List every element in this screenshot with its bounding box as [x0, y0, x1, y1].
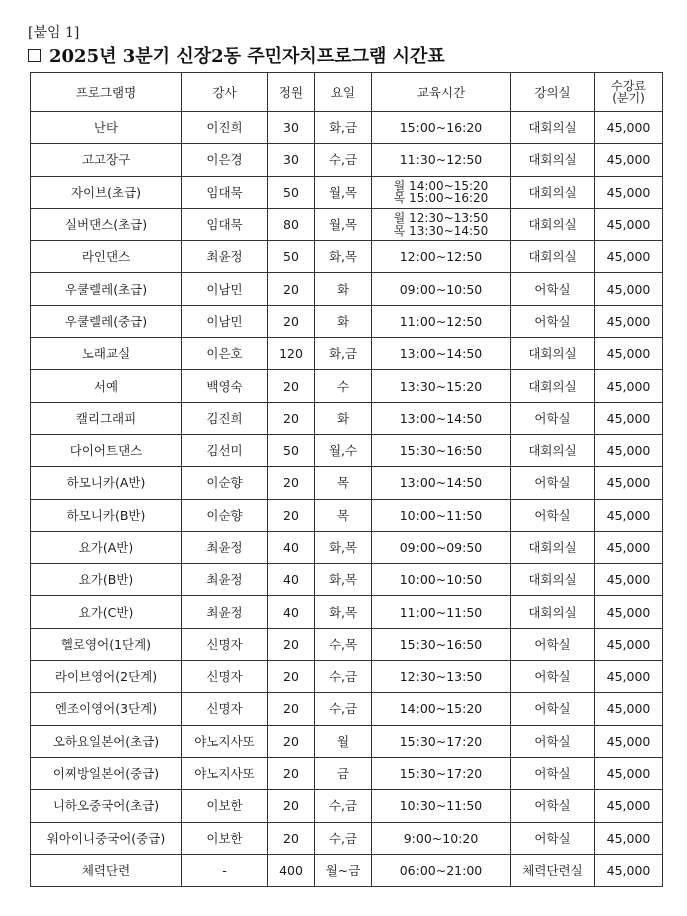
- fee-cell: 45,000: [595, 338, 663, 370]
- time-cell: 10:00~11:50: [372, 499, 511, 531]
- header-program: 프로그램명: [31, 73, 182, 112]
- program-name-cell: 서예: [31, 370, 182, 402]
- table-row: [31, 305, 663, 337]
- table-row: [31, 693, 663, 725]
- day-cell: 수,금: [315, 822, 372, 854]
- capacity-cell: 80: [268, 208, 315, 240]
- instructor-cell: 백영숙: [182, 370, 268, 402]
- time-cell: 13:30~15:20: [372, 370, 511, 402]
- table-row: [31, 402, 663, 434]
- instructor-cell: 이보한: [182, 822, 268, 854]
- instructor-cell: 이은호: [182, 338, 268, 370]
- program-name-cell: 자이브(초급): [31, 176, 182, 208]
- program-name-cell: 노래교실: [31, 338, 182, 370]
- instructor-cell: 임대묵: [182, 208, 268, 240]
- time-cell: 13:00~14:50: [372, 467, 511, 499]
- day-cell: 수,금: [315, 693, 372, 725]
- table-row: [31, 208, 663, 240]
- day-cell: 화: [315, 305, 372, 337]
- day-cell: 수,금: [315, 661, 372, 693]
- program-name-cell: 이찌방일본어(중급): [31, 757, 182, 789]
- program-name-cell: 워아이니중국어(중급): [31, 822, 182, 854]
- time-cell: 10:30~11:50: [372, 790, 511, 822]
- capacity-cell: 40: [268, 564, 315, 596]
- program-name-cell: 라인댄스: [31, 241, 182, 273]
- table-row: [31, 725, 663, 757]
- capacity-cell: 20: [268, 402, 315, 434]
- day-cell: 수,금: [315, 790, 372, 822]
- room-cell: 대회의실: [511, 370, 595, 402]
- fee-cell: 45,000: [595, 176, 663, 208]
- program-name-cell: 하모니카(B반): [31, 499, 182, 531]
- room-cell: 대회의실: [511, 564, 595, 596]
- capacity-cell: 40: [268, 531, 315, 563]
- table-row: [31, 822, 663, 854]
- fee-cell: 45,000: [595, 208, 663, 240]
- room-cell: 어학실: [511, 467, 595, 499]
- time-cell: 15:30~17:20: [372, 757, 511, 789]
- capacity-cell: 400: [268, 854, 315, 886]
- table-row: [31, 757, 663, 789]
- capacity-cell: 20: [268, 305, 315, 337]
- table-row: [31, 628, 663, 660]
- room-cell: 대회의실: [511, 434, 595, 466]
- day-cell: 화,목: [315, 564, 372, 596]
- day-cell: 월,수: [315, 434, 372, 466]
- program-name-cell: 체력단련: [31, 854, 182, 886]
- fee-cell: 45,000: [595, 822, 663, 854]
- time-cell: 11:30~12:50: [372, 144, 511, 176]
- day-cell: 수,금: [315, 144, 372, 176]
- fee-cell: 45,000: [595, 661, 663, 693]
- room-cell: 대회의실: [511, 338, 595, 370]
- fee-cell: 45,000: [595, 854, 663, 886]
- room-cell: 어학실: [511, 822, 595, 854]
- program-name-cell: 고고장구: [31, 144, 182, 176]
- program-name-cell: 오하요일본어(초급): [31, 725, 182, 757]
- capacity-cell: 40: [268, 596, 315, 628]
- program-name-cell: 다이어트댄스: [31, 434, 182, 466]
- capacity-cell: 20: [268, 693, 315, 725]
- time-cell: 13:00~14:50: [372, 402, 511, 434]
- day-cell: 화: [315, 402, 372, 434]
- room-cell: 대회의실: [511, 176, 595, 208]
- fee-cell: 45,000: [595, 757, 663, 789]
- instructor-cell: 야노지사또: [182, 725, 268, 757]
- time-cell: 12:30~13:50: [372, 661, 511, 693]
- day-cell: 목: [315, 467, 372, 499]
- fee-cell: 45,000: [595, 564, 663, 596]
- fee-cell: 45,000: [595, 434, 663, 466]
- day-cell: 화,목: [315, 241, 372, 273]
- header-time: 교육시간: [372, 73, 511, 112]
- capacity-cell: 50: [268, 434, 315, 466]
- program-name-cell: 요가(A반): [31, 531, 182, 563]
- program-name-cell: 라이브영어(2단계): [31, 661, 182, 693]
- capacity-cell: 20: [268, 790, 315, 822]
- table-row: [31, 273, 663, 305]
- table-row: [31, 176, 663, 208]
- capacity-cell: 30: [268, 144, 315, 176]
- instructor-cell: 최윤정: [182, 596, 268, 628]
- room-cell: 어학실: [511, 402, 595, 434]
- instructor-cell: 이남민: [182, 305, 268, 337]
- program-name-cell: 캘리그래피: [31, 402, 182, 434]
- room-cell: 어학실: [511, 628, 595, 660]
- instructor-cell: 이순향: [182, 499, 268, 531]
- table-row: [31, 338, 663, 370]
- table-row: [31, 531, 663, 563]
- time-cell: 06:00~21:00: [372, 854, 511, 886]
- instructor-cell: 최윤정: [182, 564, 268, 596]
- time-cell: 15:30~16:50: [372, 434, 511, 466]
- table-row: [31, 661, 663, 693]
- fee-cell: 45,000: [595, 273, 663, 305]
- time-cell: 10:00~10:50: [372, 564, 511, 596]
- capacity-cell: 20: [268, 822, 315, 854]
- header-capacity: 정원: [268, 73, 315, 112]
- day-cell: 월: [315, 725, 372, 757]
- day-cell: 월~금: [315, 854, 372, 886]
- program-name-cell: 니하오중국어(초급): [31, 790, 182, 822]
- capacity-cell: 20: [268, 370, 315, 402]
- program-name-cell: 실버댄스(초급): [31, 208, 182, 240]
- table-row: [31, 467, 663, 499]
- room-cell: 어학실: [511, 725, 595, 757]
- title-text: 2025년 3분기 신장2동 주민자치프로그램 시간표: [49, 46, 445, 67]
- header-day: 요일: [315, 73, 372, 112]
- capacity-cell: 20: [268, 725, 315, 757]
- header-fee: 수강료 (분기): [595, 73, 663, 112]
- fee-cell: 45,000: [595, 402, 663, 434]
- day-cell: 수: [315, 370, 372, 402]
- instructor-cell: 김진희: [182, 402, 268, 434]
- room-cell: 체력단련실: [511, 854, 595, 886]
- fee-cell: 45,000: [595, 693, 663, 725]
- program-name-cell: 요가(B반): [31, 564, 182, 596]
- program-name-cell: 난타: [31, 112, 182, 144]
- room-cell: 어학실: [511, 661, 595, 693]
- table-row: [31, 241, 663, 273]
- time-cell: 09:00~09:50: [372, 531, 511, 563]
- program-name-cell: 우쿨렐레(초급): [31, 273, 182, 305]
- fee-cell: 45,000: [595, 790, 663, 822]
- day-cell: 화,금: [315, 338, 372, 370]
- fee-cell: 45,000: [595, 531, 663, 563]
- table-row: [31, 112, 663, 144]
- fee-cell: 45,000: [595, 725, 663, 757]
- attachment-label: [붙임 1]: [28, 25, 80, 41]
- instructor-cell: 신명자: [182, 628, 268, 660]
- day-cell: 금: [315, 757, 372, 789]
- instructor-cell: 최윤정: [182, 531, 268, 563]
- room-cell: 대회의실: [511, 531, 595, 563]
- document-title: [28, 42, 445, 68]
- room-cell: 어학실: [511, 757, 595, 789]
- schedule-table: [30, 72, 663, 887]
- table-row: [31, 790, 663, 822]
- checkbox-square-icon: [28, 49, 41, 62]
- instructor-cell: 신명자: [182, 693, 268, 725]
- instructor-cell: 임대묵: [182, 176, 268, 208]
- day-cell: 월,목: [315, 176, 372, 208]
- fee-cell: 45,000: [595, 305, 663, 337]
- time-cell: 09:00~10:50: [372, 273, 511, 305]
- instructor-cell: 최윤정: [182, 241, 268, 273]
- room-cell: 대회의실: [511, 112, 595, 144]
- room-cell: 어학실: [511, 693, 595, 725]
- day-cell: 화,금: [315, 112, 372, 144]
- fee-cell: 45,000: [595, 596, 663, 628]
- day-cell: 화,목: [315, 531, 372, 563]
- instructor-cell: 이남민: [182, 273, 268, 305]
- program-name-cell: 하모니카(A반): [31, 467, 182, 499]
- room-cell: 어학실: [511, 790, 595, 822]
- fee-cell: 45,000: [595, 241, 663, 273]
- room-cell: 어학실: [511, 499, 595, 531]
- fee-cell: 45,000: [595, 370, 663, 402]
- fee-cell: 45,000: [595, 467, 663, 499]
- header-instructor: 강사: [182, 73, 268, 112]
- time-cell: 15:30~17:20: [372, 725, 511, 757]
- program-name-cell: 우쿨렐레(중급): [31, 305, 182, 337]
- fee-cell: 45,000: [595, 112, 663, 144]
- capacity-cell: 20: [268, 499, 315, 531]
- time-cell: 13:00~14:50: [372, 338, 511, 370]
- time-cell: 월 12:30~13:50 목 13:30~14:50: [372, 208, 511, 240]
- room-cell: 대회의실: [511, 596, 595, 628]
- capacity-cell: 20: [268, 628, 315, 660]
- capacity-cell: 20: [268, 467, 315, 499]
- instructor-cell: 이진희: [182, 112, 268, 144]
- program-name-cell: 요가(C반): [31, 596, 182, 628]
- capacity-cell: 20: [268, 661, 315, 693]
- instructor-cell: 신명자: [182, 661, 268, 693]
- table-row: [31, 596, 663, 628]
- table-header-row: [31, 73, 663, 112]
- instructor-cell: 이보한: [182, 790, 268, 822]
- program-name-cell: 헬로영어(1단계): [31, 628, 182, 660]
- time-cell: 14:00~15:20: [372, 693, 511, 725]
- room-cell: 어학실: [511, 305, 595, 337]
- time-cell: 11:00~11:50: [372, 596, 511, 628]
- capacity-cell: 20: [268, 273, 315, 305]
- room-cell: 대회의실: [511, 144, 595, 176]
- capacity-cell: 120: [268, 338, 315, 370]
- time-cell: 9:00~10:20: [372, 822, 511, 854]
- instructor-cell: 김선미: [182, 434, 268, 466]
- room-cell: 어학실: [511, 273, 595, 305]
- fee-cell: 45,000: [595, 144, 663, 176]
- instructor-cell: 이은경: [182, 144, 268, 176]
- day-cell: 목: [315, 499, 372, 531]
- instructor-cell: -: [182, 854, 268, 886]
- table-row: [31, 144, 663, 176]
- day-cell: 월,목: [315, 208, 372, 240]
- day-cell: 화: [315, 273, 372, 305]
- capacity-cell: 20: [268, 757, 315, 789]
- fee-cell: 45,000: [595, 628, 663, 660]
- table-row: [31, 370, 663, 402]
- capacity-cell: 50: [268, 176, 315, 208]
- room-cell: 대회의실: [511, 208, 595, 240]
- table-row: [31, 854, 663, 886]
- table-row: [31, 564, 663, 596]
- program-name-cell: 엔조이영어(3단계): [31, 693, 182, 725]
- header-room: 강의실: [511, 73, 595, 112]
- instructor-cell: 야노지사또: [182, 757, 268, 789]
- time-cell: 월 14:00~15:20 목 15:00~16:20: [372, 176, 511, 208]
- table-row: [31, 499, 663, 531]
- capacity-cell: 50: [268, 241, 315, 273]
- room-cell: 대회의실: [511, 241, 595, 273]
- capacity-cell: 30: [268, 112, 315, 144]
- time-cell: 11:00~12:50: [372, 305, 511, 337]
- time-cell: 12:00~12:50: [372, 241, 511, 273]
- day-cell: 화,목: [315, 596, 372, 628]
- instructor-cell: 이순향: [182, 467, 268, 499]
- day-cell: 수,목: [315, 628, 372, 660]
- fee-cell: 45,000: [595, 499, 663, 531]
- time-cell: 15:00~16:20: [372, 112, 511, 144]
- table-row: [31, 434, 663, 466]
- time-cell: 15:30~16:50: [372, 628, 511, 660]
